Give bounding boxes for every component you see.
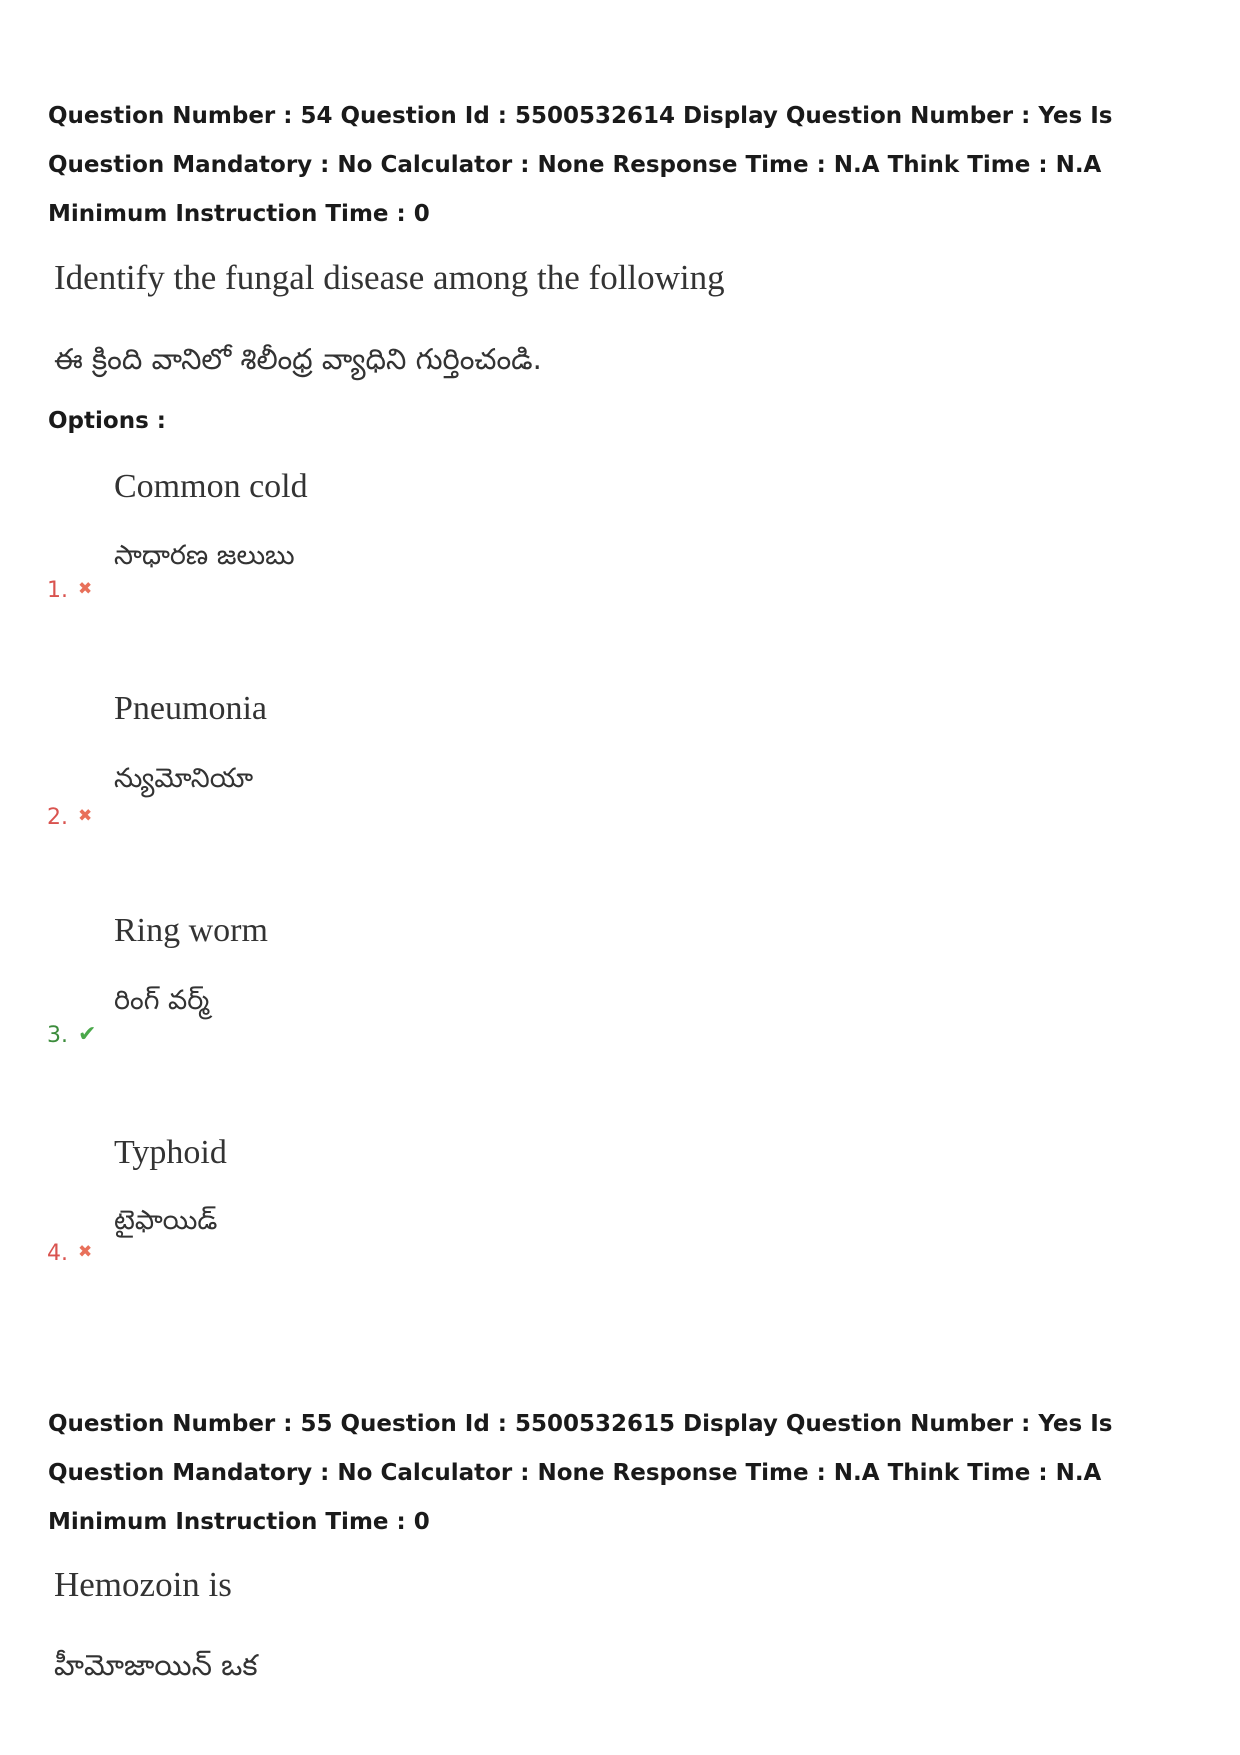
option-2-marker	[47, 805, 92, 830]
option-1-marker	[47, 578, 92, 603]
option-3-number: 3.	[47, 1023, 68, 1048]
cross-icon: ✖	[78, 806, 93, 826]
check-icon: ✔	[78, 1022, 97, 1047]
option-4-marker	[47, 1241, 92, 1266]
option-1-english: Common cold	[114, 468, 308, 505]
option-4-telugu: టైఫాయిడ్	[114, 1205, 218, 1236]
question-text-telugu: హీమోజాయిన్ ఒక	[54, 1648, 258, 1682]
option-1-number: 1.	[47, 578, 68, 603]
question-text-telugu: ఈ క్రింది వానిలో శిలీంధ్ర వ్యాధిని గుర్తించండి.	[54, 342, 542, 376]
question-meta: Question Number : 55 Question Id : 5500532615 Display Question Number : Yes Is Question Mandatory : No Calculator : None Response Time : N.A Think Time : N.A Minimum Instruction Time : 0	[48, 1411, 1113, 1535]
option-3-english: Ring worm	[114, 912, 268, 949]
option-3-marker	[47, 1022, 96, 1048]
question-meta: Question Number : 54 Question Id : 5500532614 Display Question Number : Yes Is Question Mandatory : No Calculator : None Response Time : N.A Think Time : N.A Minimum Instruction Time : 0	[48, 103, 1113, 227]
question-text-english: Hemozoin is	[54, 1565, 232, 1604]
option-3-telugu: రింగ్ వర్మ్	[114, 985, 210, 1016]
option-2-telugu: న్యుమోనియా	[114, 763, 254, 794]
option-4-number: 4.	[47, 1241, 68, 1266]
option-2-number: 2.	[47, 805, 68, 830]
options-label: Options :	[48, 408, 166, 434]
cross-icon: ✖	[78, 1242, 93, 1262]
option-1-telugu: సాధారణ జలుబు	[114, 540, 295, 571]
cross-icon: ✖	[78, 579, 93, 599]
option-2-english: Pneumonia	[114, 690, 267, 727]
option-4-english: Typhoid	[114, 1134, 227, 1171]
question-text-english: Identify the fungal disease among the following	[54, 258, 725, 297]
